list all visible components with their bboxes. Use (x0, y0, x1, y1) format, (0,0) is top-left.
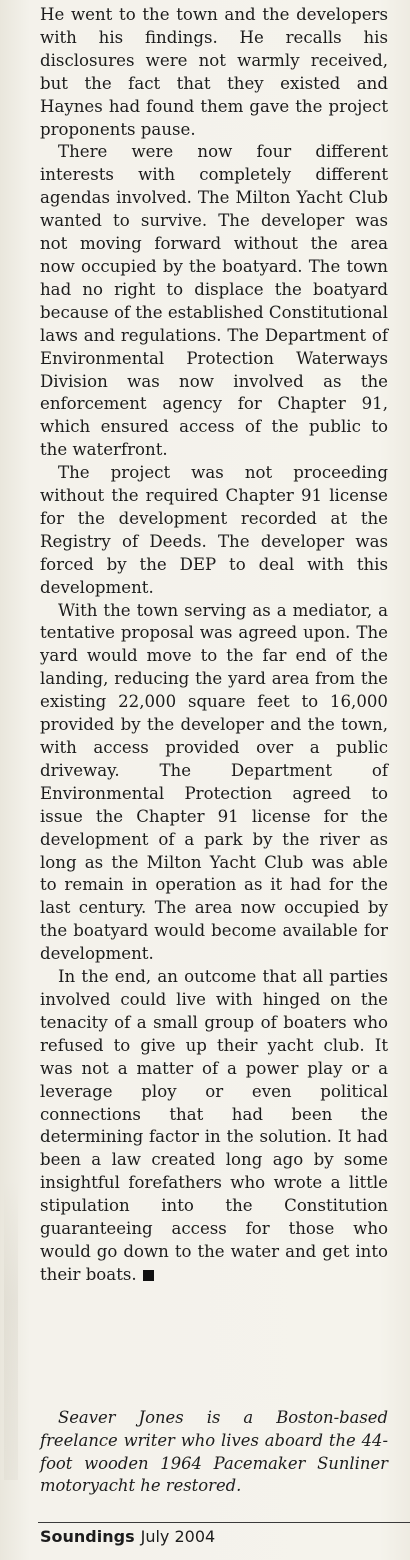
article-paragraph-5 (40, 966, 388, 1287)
issue-date: July 2004 (140, 1527, 216, 1546)
author-bio: Seaver Jones is a Boston-based freelance writer who lives aboard the 44-foot wooden 1964 Pacemaker Sunliner motoryacht he restored. (40, 1408, 388, 1496)
page-gutter-shading (4, 1180, 18, 1480)
footer-divider (38, 1522, 410, 1523)
article-paragraph-4: With the town serving as a mediator, a tentative proposal was agreed upon. The yard would move to the far end of the landing, reducing the yard area from the existing 22,000 square feet to 16,000 provided by the developer and the town, with access provided over a public driveway. The Department of Environmental Protection agreed to issue the Chapter 91 license for the development of a park by the river as long as the Milton Yacht Club was able to remain in operation as it had for the last century. The area now occupied by the boatyard would become available for development. (40, 600, 388, 964)
article-paragraph-1: He went to the town and the developers with his findings. He recalls his disclosures were not warmly received, but the fact that they existed and Haynes had found them gave the project proponents pause. (40, 5, 388, 139)
page-footer (40, 1526, 215, 1549)
article-column (40, 4, 388, 1287)
publication-name: Soundings (40, 1527, 135, 1546)
article-paragraph-3: The project was not proceeding without the required Chapter 91 license for the development recorded at the Registry of Deeds. The developer was forced by the DEP to deal with this development. (40, 463, 388, 597)
end-square-icon (143, 1270, 154, 1281)
article-paragraph-5-text: In the end, an outcome that all parties involved could live with hinged on the tenacity of a small group of boaters who refused to give up their yacht club. It was not a matter of a power play or a leverage ploy or even political connections that had been the determining factor in the solution. It had been a law created long ago by some insightful forefathers who wrote a little stipulation into the Constitution guaranteeing access for those who would go down to the water and get into their boats. (40, 967, 388, 1284)
article-paragraph-2: There were now four different interests with completely different agendas involved. The Milton Yacht Club wanted to survive. The developer was not moving forward without the area now occupied by the boatyard. The town had no right to displace the boatyard because of the established Constitutional laws and regulations. The Department of Environmental Protection Waterways Division was now involved as the enforcement agency for Chapter 91, which ensured access of the public to the waterfront. (40, 142, 388, 460)
